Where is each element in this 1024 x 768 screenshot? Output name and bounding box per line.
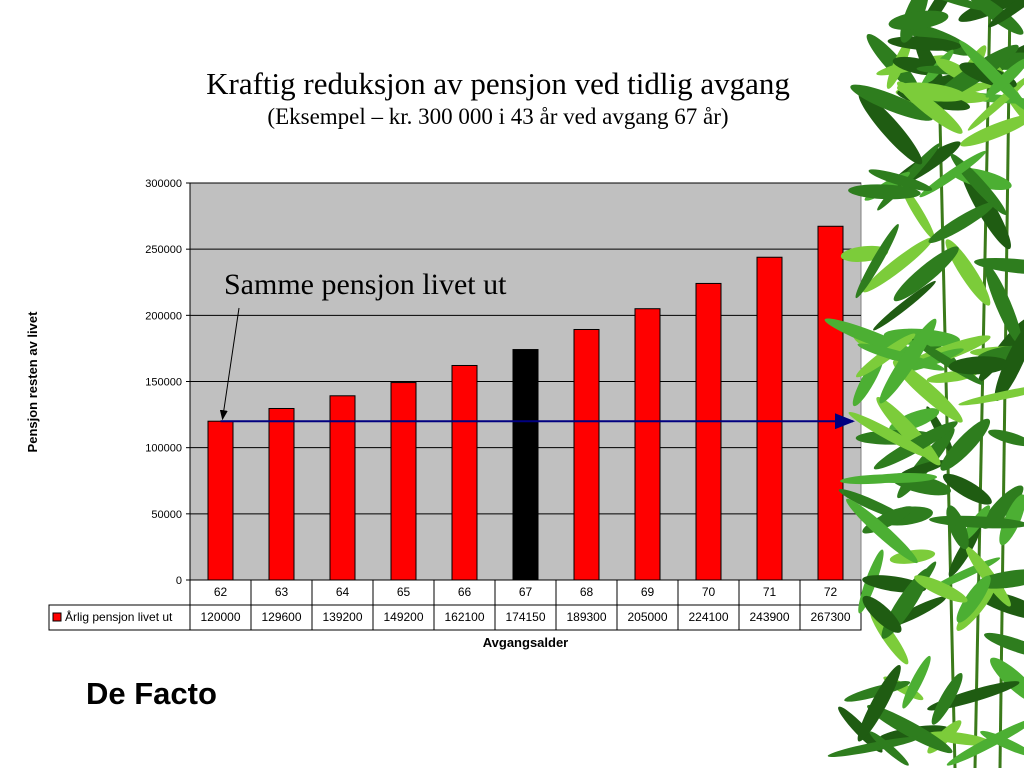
x-tick-label: 68 — [579, 585, 594, 599]
data-label: 129600 — [261, 610, 302, 624]
y-tick-label: 0 — [175, 575, 182, 587]
x-tick-label: 64 — [335, 585, 350, 599]
x-tick-label: 67 — [518, 585, 533, 599]
x-tick-label: 62 — [213, 585, 228, 599]
y-tick-label: 200000 — [145, 310, 182, 323]
data-label: 267300 — [810, 610, 851, 624]
data-label: 174150 — [505, 610, 546, 624]
bamboo-leaf — [958, 380, 1024, 408]
bamboo-leaf — [973, 255, 1024, 278]
y-tick-label: 300000 — [145, 178, 182, 190]
bamboo-leaf — [958, 110, 1024, 152]
y-tick-label: 150000 — [145, 376, 182, 389]
x-tick-label: 71 — [762, 585, 777, 599]
y-tick-label: 100000 — [145, 442, 182, 455]
data-label: 189300 — [566, 610, 607, 624]
x-tick-label: 69 — [640, 585, 655, 599]
footer-brand: De Facto — [86, 676, 217, 711]
x-axis-title: Avgangsalder — [482, 635, 569, 650]
x-tick-label: 70 — [701, 585, 716, 599]
x-tick-label: 66 — [457, 585, 472, 599]
x-tick-label: 65 — [396, 585, 411, 599]
annotation-label: Samme pensjon livet ut — [224, 268, 507, 301]
y-tick-label: 250000 — [145, 244, 182, 257]
data-label: 120000 — [200, 610, 241, 624]
data-label: 205000 — [627, 610, 668, 624]
bamboo-leaf — [985, 652, 1024, 710]
bamboo-leaf — [889, 241, 964, 307]
data-label: 149200 — [383, 610, 424, 624]
data-label: 162100 — [444, 610, 485, 624]
legend-label: Årlig pensjon livet ut — [65, 610, 173, 624]
data-label: 139200 — [322, 610, 363, 624]
data-label: 224100 — [688, 610, 729, 624]
slide-title: Kraftig reduksjon av pensjon ved tidlig avgang — [206, 66, 790, 101]
x-tick-label: 63 — [274, 585, 289, 599]
slide-subtitle: (Eksempel – kr. 300 000 i 43 år ved avgang 67 år) — [267, 104, 729, 129]
y-tick-label: 50000 — [151, 508, 182, 521]
y-axis-title: Pensjon resten av livet — [25, 311, 40, 453]
data-label: 243900 — [749, 610, 790, 624]
x-tick-label: 72 — [823, 585, 838, 599]
